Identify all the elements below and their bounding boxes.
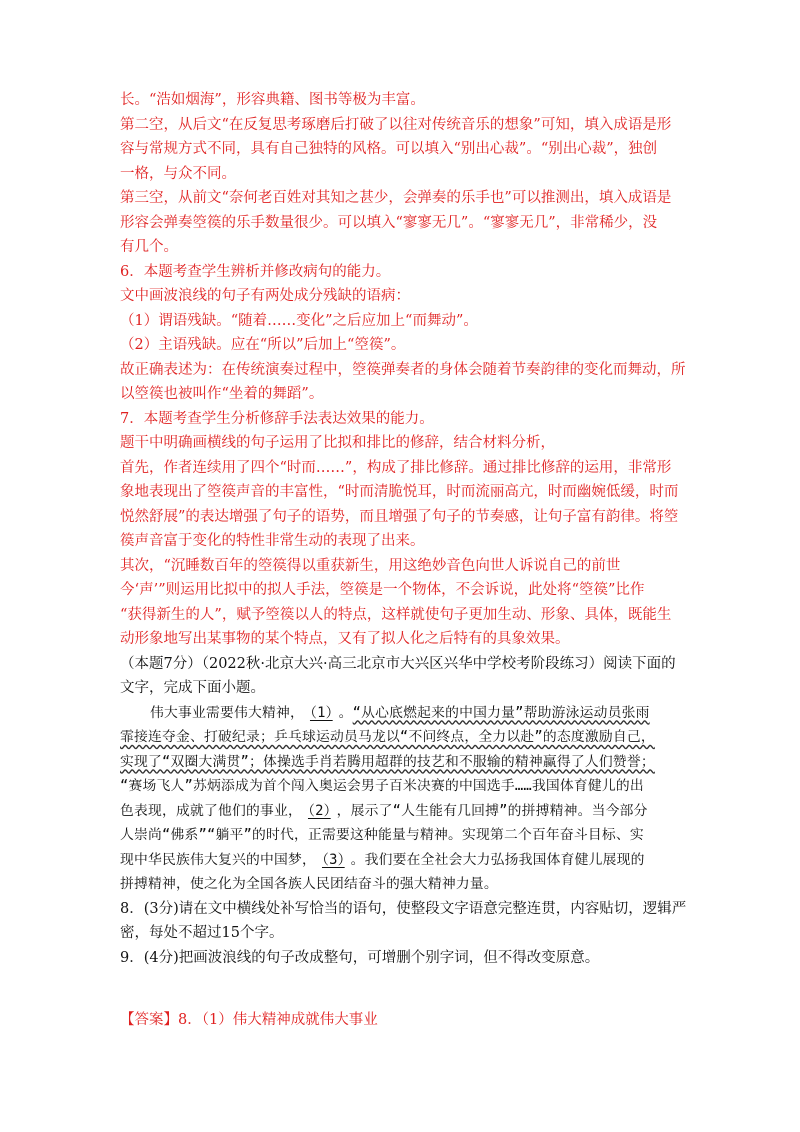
explanation-line: （2）主语残缺。应在“所以”后加上“箜篌”。 [120, 337, 406, 353]
passage-line: 拼搏精神，使之化为全国各族人民团结奋斗的强大精神力量。 [120, 876, 498, 892]
answer-text: 8．（1）伟大精神成就伟大事业 [178, 1012, 378, 1028]
passage-text: ，展示了“人生能有几回搏”的拼搏精神。当今部分 [336, 802, 648, 819]
answer-tag: 【答案】 [120, 1012, 178, 1028]
blank-2: （2） [307, 802, 331, 819]
explanation-line: 有几个。 [120, 239, 178, 255]
passage-text: 色表现，成就了他们的事业， [120, 802, 302, 819]
blank-3: （3） [321, 851, 345, 868]
document-content [120, 88, 687, 1033]
explanation-line: 长。“浩如烟海”，形容典籍、图书等极为丰富。 [120, 92, 425, 108]
intro-line: 文字，完成下面小题。 [120, 680, 265, 696]
wavy-underlined-text: “从心底燃起来的中国力量”帮助游泳运动员张雨 [352, 704, 650, 721]
explanation-block [120, 88, 686, 652]
wavy-underlined-text: 霏接连夺金、打破纪录；乒乓球运动员马龙以“不问终点，全力以赴”的态度激励自己， [120, 729, 655, 745]
explanation-line: 象地表现出了箜篌声音的丰富性，“时而清脆悦耳，时而流丽高亢，时而幽婉低缓，时而 [120, 484, 679, 500]
explanation-line: 首先，作者连续用了四个“时而……”，构成了排比修辞。通过排比修辞的运用，非常形 [120, 459, 672, 476]
explanation-line: 文中画波浪线的句子有两处成分残缺的语病： [120, 288, 410, 304]
explanation-line: 7．本题考查学生分析修辞手法表达效果的能力。 [120, 410, 434, 427]
question-intro [120, 652, 680, 701]
explanation-line: 其次，“沉睡数百年的箜篌得以重获新生，用这绝妙音色向世人诉说自己的前世 [120, 557, 621, 574]
question-line: 9．(4分)把画波浪线的句子改成整句，可增删个别字词，但不得改变原意。 [120, 949, 600, 966]
question-line: 密，每处不超过15个字。 [120, 925, 284, 941]
explanation-line: 题干中明确画横线的句子运用了比拟和排比的修辞，结合材料分析， [120, 435, 555, 451]
passage-text: 。我们要在全社会大力弘扬我国体育健儿展现的 [350, 851, 645, 868]
spacer [120, 970, 680, 994]
passage-line [120, 701, 680, 726]
explanation-line: 一格，与众不同。 [120, 165, 236, 182]
explanation-line: “获得新生的人”，赋予箜篌以人的特点，这样就使句子更加生动、形象、具体，既能生 [120, 606, 672, 623]
passage-line [120, 750, 680, 775]
question-line: 8．(3分)请在文中横线处补写恰当的语句，使整段文字语意完整连贯，内容贴切，逻辑严 [120, 900, 687, 917]
answer-line [120, 1008, 680, 1033]
wavy-underlined-text: 实现了“双圈大满贯”；体操选手肖若腾用超群的技艺和不服输的精神赢得了人们赞誉； [120, 753, 655, 770]
explanation-line: 今‘声’”则运用比拟中的拟人手法，箜篌是一个物体，不会诉说，此处将“箜篌”比作 [120, 582, 645, 598]
explanation-line: 形容会弹奏箜篌的乐手数量很少。可以填入“寥寥无几”。“寥寥无几”，非常稀少，没 [120, 214, 658, 231]
passage-line: “赛场飞人”苏炳添成为首个闯入奥运会男子百米决赛的中国选手……我国体育健儿的出 [120, 778, 644, 794]
passage-line: 人崇尚“佛系”“躺平”的时代，正需要这种能量与精神。实现第二个百年奋斗目标、实 [120, 827, 644, 843]
passage-text: 。 [338, 704, 353, 721]
questions-block [120, 897, 687, 971]
explanation-line: 6．本题考查学生辨析并修改病句的能力。 [120, 263, 391, 280]
blank-1: （1） [309, 704, 333, 721]
explanation-line: 故正确表述为：在传统演奏过程中，箜篌弹奏者的身体会随着节奏韵律的变化而舞动，所 [120, 361, 686, 378]
explanation-line: （1）谓语残缺。“随着……变化”之后应加上“而舞动”。 [120, 312, 478, 329]
passage-line [120, 799, 680, 824]
explanation-line: 以箜篌也被叫作“坐着的舞蹈”。 [120, 386, 324, 402]
explanation-line: 第二空，从后文“在反复思考琢磨后打破了以往对传统音乐的想象”可知，填入成语是形 [120, 116, 672, 133]
explanation-line: 动形象地写出某事物的某个特点，又有了拟人化之后特有的具象效果。 [120, 631, 570, 647]
passage-line [120, 725, 680, 750]
passage-text: 现中华民族伟大复兴的中国梦， [120, 851, 316, 868]
reading-passage [120, 701, 680, 897]
explanation-line: 篌声音富于变化的特性非常生动的表现了出来。 [120, 533, 425, 549]
passage-line [120, 848, 680, 873]
passage-text: 伟大事业需要伟大精神， [150, 704, 304, 721]
explanation-line: 容与常规方式不同，具有自己独特的风格。可以填入“别出心裁”。“别出心裁”，独创 [120, 141, 658, 157]
intro-line: （本题7分）（2022秋·北京大兴·高三北京市大兴区兴华中学校考阶段练习）阅读下面的 [120, 655, 676, 672]
explanation-line: 悦然舒展”的表达增强了句子的语势，而且增强了句子的节奏感，让句子富有韵律。将箜 [120, 508, 679, 525]
explanation-line: 第三空，从前文“奈何老百姓对其知之甚少，会弹奏的乐手也”可以推测出，填入成语是 [120, 190, 672, 206]
